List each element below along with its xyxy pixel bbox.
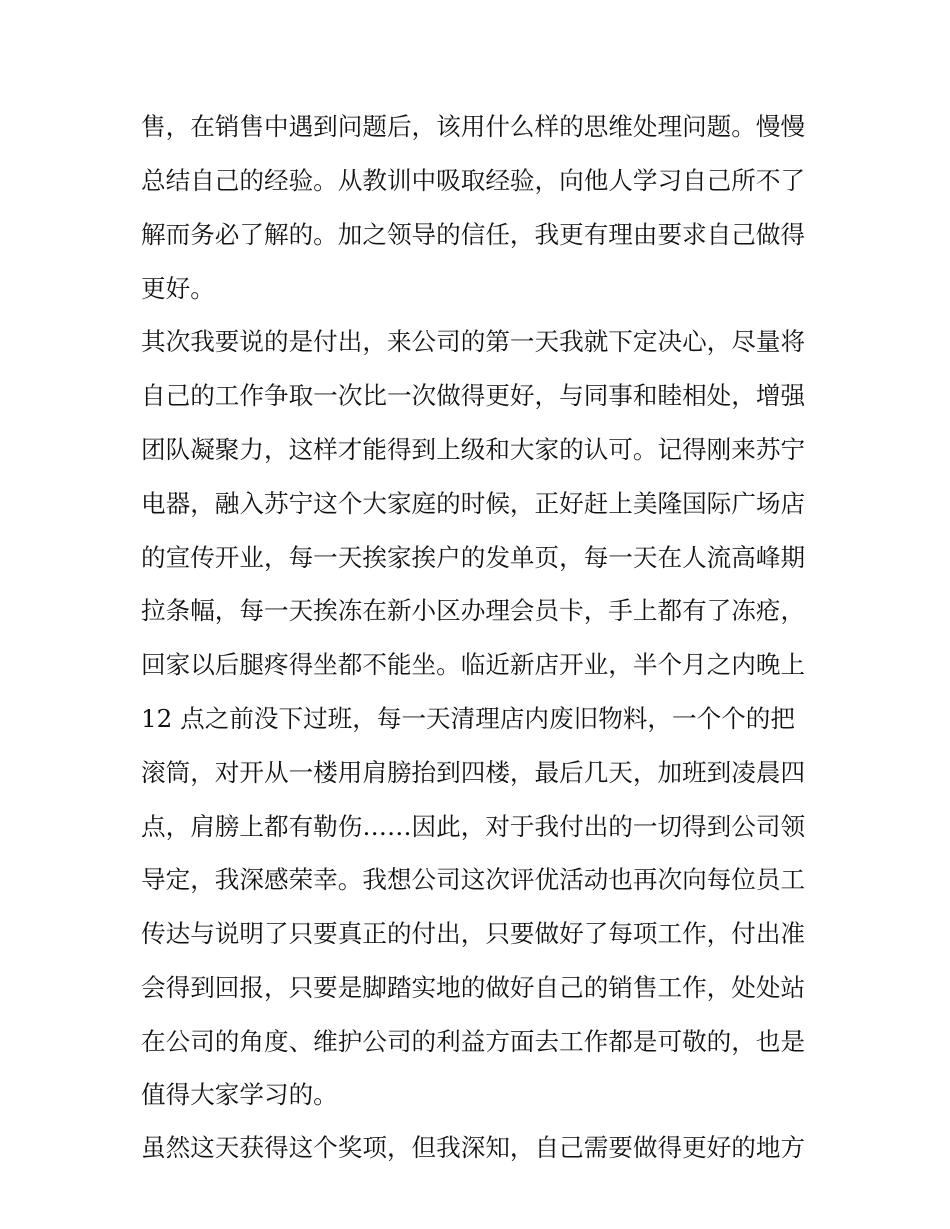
text-line: 更好。 [141,274,215,303]
text-line: 导定，我深感荣幸。我想公司这次评优活动也再次向每位员工 [141,865,806,894]
text-line: 售，在销售中遇到问题后，该用什么样的思维处理问题。慢慢 [141,112,806,141]
text-line: 在公司的角度、维护公司的利益方面去工作都是可敬的，也是 [141,1027,806,1056]
text-line: 滚筒，对开从一楼用肩膀抬到四楼，最后几天，加班到凌晨四 [141,758,806,787]
text-line: 值得大家学习的。 [141,1080,338,1109]
text-line: 的宣传开业，每一天挨家挨户的发单页，每一天在人流高峰期 [141,543,806,572]
text-line: 会得到回报，只要是脚踏实地的做好自己的销售工作，处处站 [141,973,806,1002]
text-line: 其次我要说的是付出，来公司的第一天我就下定决心，尽量将 [141,327,806,356]
text-line: 总结自己的经验。从教训中吸取经验，向他人学习自己所不了 [141,166,806,195]
text-line: 点，肩膀上都有勒伤……因此，对于我付出的一切得到公司领 [141,812,806,841]
text-line: 解而务必了解的。加之领导的信任，我更有理由要求自己做得 [141,220,806,249]
text-line: 自己的工作争取一次比一次做得更好，与同事和睦相处，增强 [141,381,806,410]
text-line: 12 点之前没下过班，每一天清理店内废旧物料，一个个的把 [141,704,795,733]
text-line: 回家以后腿疼得坐都不能坐。临近新店开业，半个月之内晚上 [141,650,806,679]
text-line: 传达与说明了只要真正的付出，只要做好了每项工作，付出准 [141,919,806,948]
text-line: 团队凝聚力，这样才能得到上级和大家的认可。记得刚来苏宁 [141,435,806,464]
text-line: 电器，融入苏宁这个大家庭的时候，正好赶上美隆国际广场店 [141,489,806,518]
text-line: 虽然这天获得这个奖项，但我深知，自己需要做得更好的地方 [141,1133,806,1162]
text-line: 拉条幅，每一天挨冻在新小区办理会员卡，手上都有了冻疮， [141,596,806,625]
